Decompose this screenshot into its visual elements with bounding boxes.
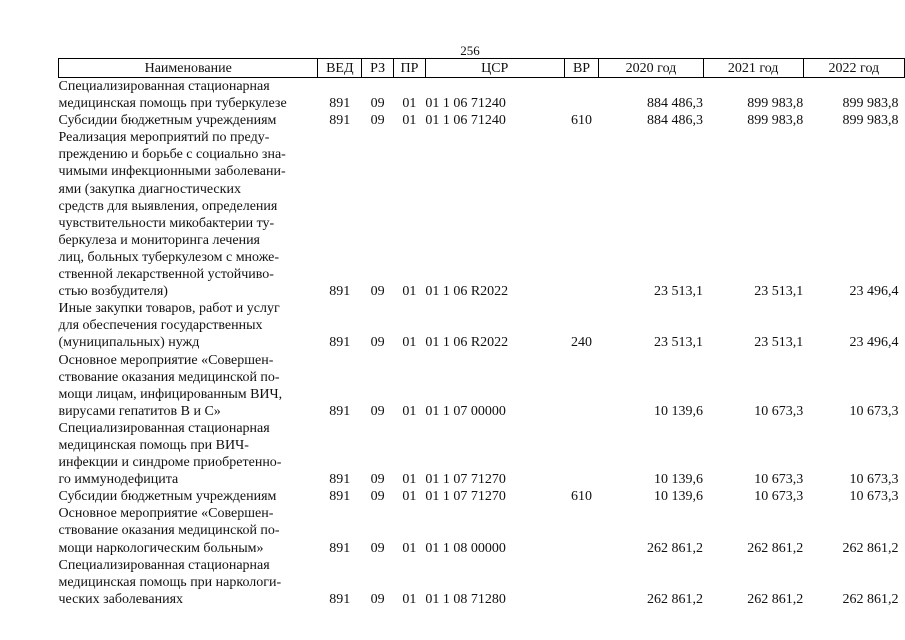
row-2020: 10 139,6 (654, 489, 704, 505)
row-2021: 23 513,1 (754, 335, 804, 351)
row-ved: 891 (329, 96, 351, 112)
page-number: 256 (460, 43, 480, 58)
row-name: Субсидии бюджетным учреждениям (58, 113, 277, 129)
row-csr: 01 1 06 71240 (425, 96, 506, 112)
row-vr (564, 352, 599, 420)
row-csr: 01 1 07 00000 (425, 403, 506, 419)
row-2020: 262 861,2 (647, 591, 704, 607)
row-2021: 10 673,3 (754, 489, 804, 505)
header-2021: 2021 год (703, 59, 803, 78)
row-vr (564, 557, 599, 608)
table-row (59, 505, 905, 556)
row-2021: 899 983,8 (747, 113, 804, 129)
row-2022: 10 673,3 (849, 489, 899, 505)
row-ved: 891 (329, 472, 351, 488)
table-row (59, 352, 905, 420)
row-2022: 10 673,3 (849, 472, 899, 488)
row-ved: 891 (329, 403, 351, 419)
row-2022: 10 673,3 (849, 403, 899, 419)
table-row (59, 300, 905, 351)
row-csr: 01 1 07 71270 (425, 472, 506, 488)
row-2022: 262 861,2 (842, 591, 899, 607)
row-rz: 09 (370, 96, 385, 112)
row-ved: 891 (329, 591, 351, 607)
budget-table (58, 58, 905, 608)
row-vr (564, 129, 599, 300)
row-ved: 891 (329, 540, 351, 556)
row-rz: 09 (370, 403, 385, 419)
row-rz: 09 (370, 489, 385, 505)
row-csr: 01 1 08 00000 (425, 540, 506, 556)
table-header-row (59, 59, 905, 78)
row-2021: 23 513,1 (754, 284, 804, 300)
row-name: Специализированная стационарная медицинская помощь при ВИЧ- инфекции и синдроме приобретенно- го иммунодефицита (58, 420, 282, 488)
table-row (59, 420, 905, 488)
row-pr: 01 (402, 96, 417, 112)
row-ved: 891 (329, 113, 351, 129)
row-name: Иные закупки товаров, работ и услуг для обеспечения государственных (муниципальных) нужд (58, 301, 280, 351)
row-vr: 240 (571, 335, 593, 351)
row-pr: 01 (402, 472, 417, 488)
row-vr (564, 505, 599, 556)
header-pr: ПР (394, 59, 426, 78)
row-2022: 899 983,8 (842, 96, 899, 112)
table-row (59, 129, 905, 300)
row-2022: 899 983,8 (842, 113, 899, 129)
row-rz: 09 (370, 540, 385, 556)
row-2021: 262 861,2 (747, 591, 804, 607)
row-name: Основное мероприятие «Совершен- ствование оказания медицинской по- мощи наркологическим больным» (58, 506, 280, 556)
header-ved: ВЕД (318, 59, 362, 78)
row-rz: 09 (370, 335, 385, 351)
row-2020: 23 513,1 (654, 335, 704, 351)
row-vr: 610 (571, 489, 593, 505)
row-2022: 262 861,2 (842, 540, 899, 556)
header-name: Наименование (59, 59, 318, 78)
header-2020: 2020 год (599, 59, 703, 78)
row-2022: 23 496,4 (849, 284, 899, 300)
row-pr: 01 (402, 489, 417, 505)
row-pr: 01 (402, 284, 417, 300)
row-2021: 10 673,3 (754, 472, 804, 488)
row-2022: 23 496,4 (849, 335, 899, 351)
table-row (59, 488, 905, 505)
row-csr: 01 1 06 R2022 (425, 284, 509, 300)
row-pr: 01 (402, 403, 417, 419)
row-ved: 891 (329, 335, 351, 351)
row-2020: 10 139,6 (654, 403, 704, 419)
row-2021: 262 861,2 (747, 540, 804, 556)
row-rz: 09 (370, 113, 385, 129)
row-vr: 610 (571, 113, 593, 129)
row-name: Основное мероприятие «Совершен- ствование оказания медицинской по- мощи лицам, инфицированным ВИЧ, вирусами гепатитов В и С» (58, 352, 283, 419)
row-pr: 01 (402, 591, 417, 607)
row-rz: 09 (370, 284, 385, 300)
row-pr: 01 (402, 540, 417, 556)
row-2021: 10 673,3 (754, 403, 804, 419)
row-vr (564, 420, 599, 488)
row-csr: 01 1 07 71270 (425, 489, 506, 505)
row-pr: 01 (402, 113, 417, 129)
row-vr (564, 78, 599, 113)
table-row (59, 112, 905, 129)
row-pr: 01 (402, 335, 417, 351)
table-row (59, 557, 905, 608)
row-rz: 09 (370, 472, 385, 488)
row-2020: 23 513,1 (654, 284, 704, 300)
row-csr: 01 1 08 71280 (425, 591, 506, 607)
row-2020: 262 861,2 (647, 540, 704, 556)
table-row (59, 78, 905, 113)
row-name: Специализированная стационарная медицинская помощь при туберкулезе (58, 79, 287, 112)
row-csr: 01 1 06 R2022 (425, 335, 509, 351)
row-2020: 884 486,3 (647, 113, 704, 129)
header-2022: 2022 год (803, 59, 904, 78)
row-name: Реализация мероприятий по преду- преждению и борьбе с социально зна- чимыми инфекционными заболевани- ями (закупка диагностических средств для выявления, определения чувствительности микобактерии ту- беркулеза и мониторинга лечения лиц, больных туберкулезом с множе- ственной лекарственной устойчиво- стью возбудителя) (58, 130, 286, 300)
row-csr: 01 1 06 71240 (425, 113, 506, 129)
header-vr: ВР (564, 59, 599, 78)
row-2020: 10 139,6 (654, 472, 704, 488)
row-2021: 899 983,8 (747, 96, 804, 112)
row-name: Специализированная стационарная медицинская помощь при наркологи- ческих заболеваниях (58, 557, 282, 607)
row-name: Субсидии бюджетным учреждениям (58, 489, 277, 505)
header-csr: ЦСР (425, 59, 564, 78)
row-rz: 09 (370, 591, 385, 607)
row-2020: 884 486,3 (647, 96, 704, 112)
row-ved: 891 (329, 284, 351, 300)
header-rz: РЗ (362, 59, 394, 78)
row-ved: 891 (329, 489, 351, 505)
